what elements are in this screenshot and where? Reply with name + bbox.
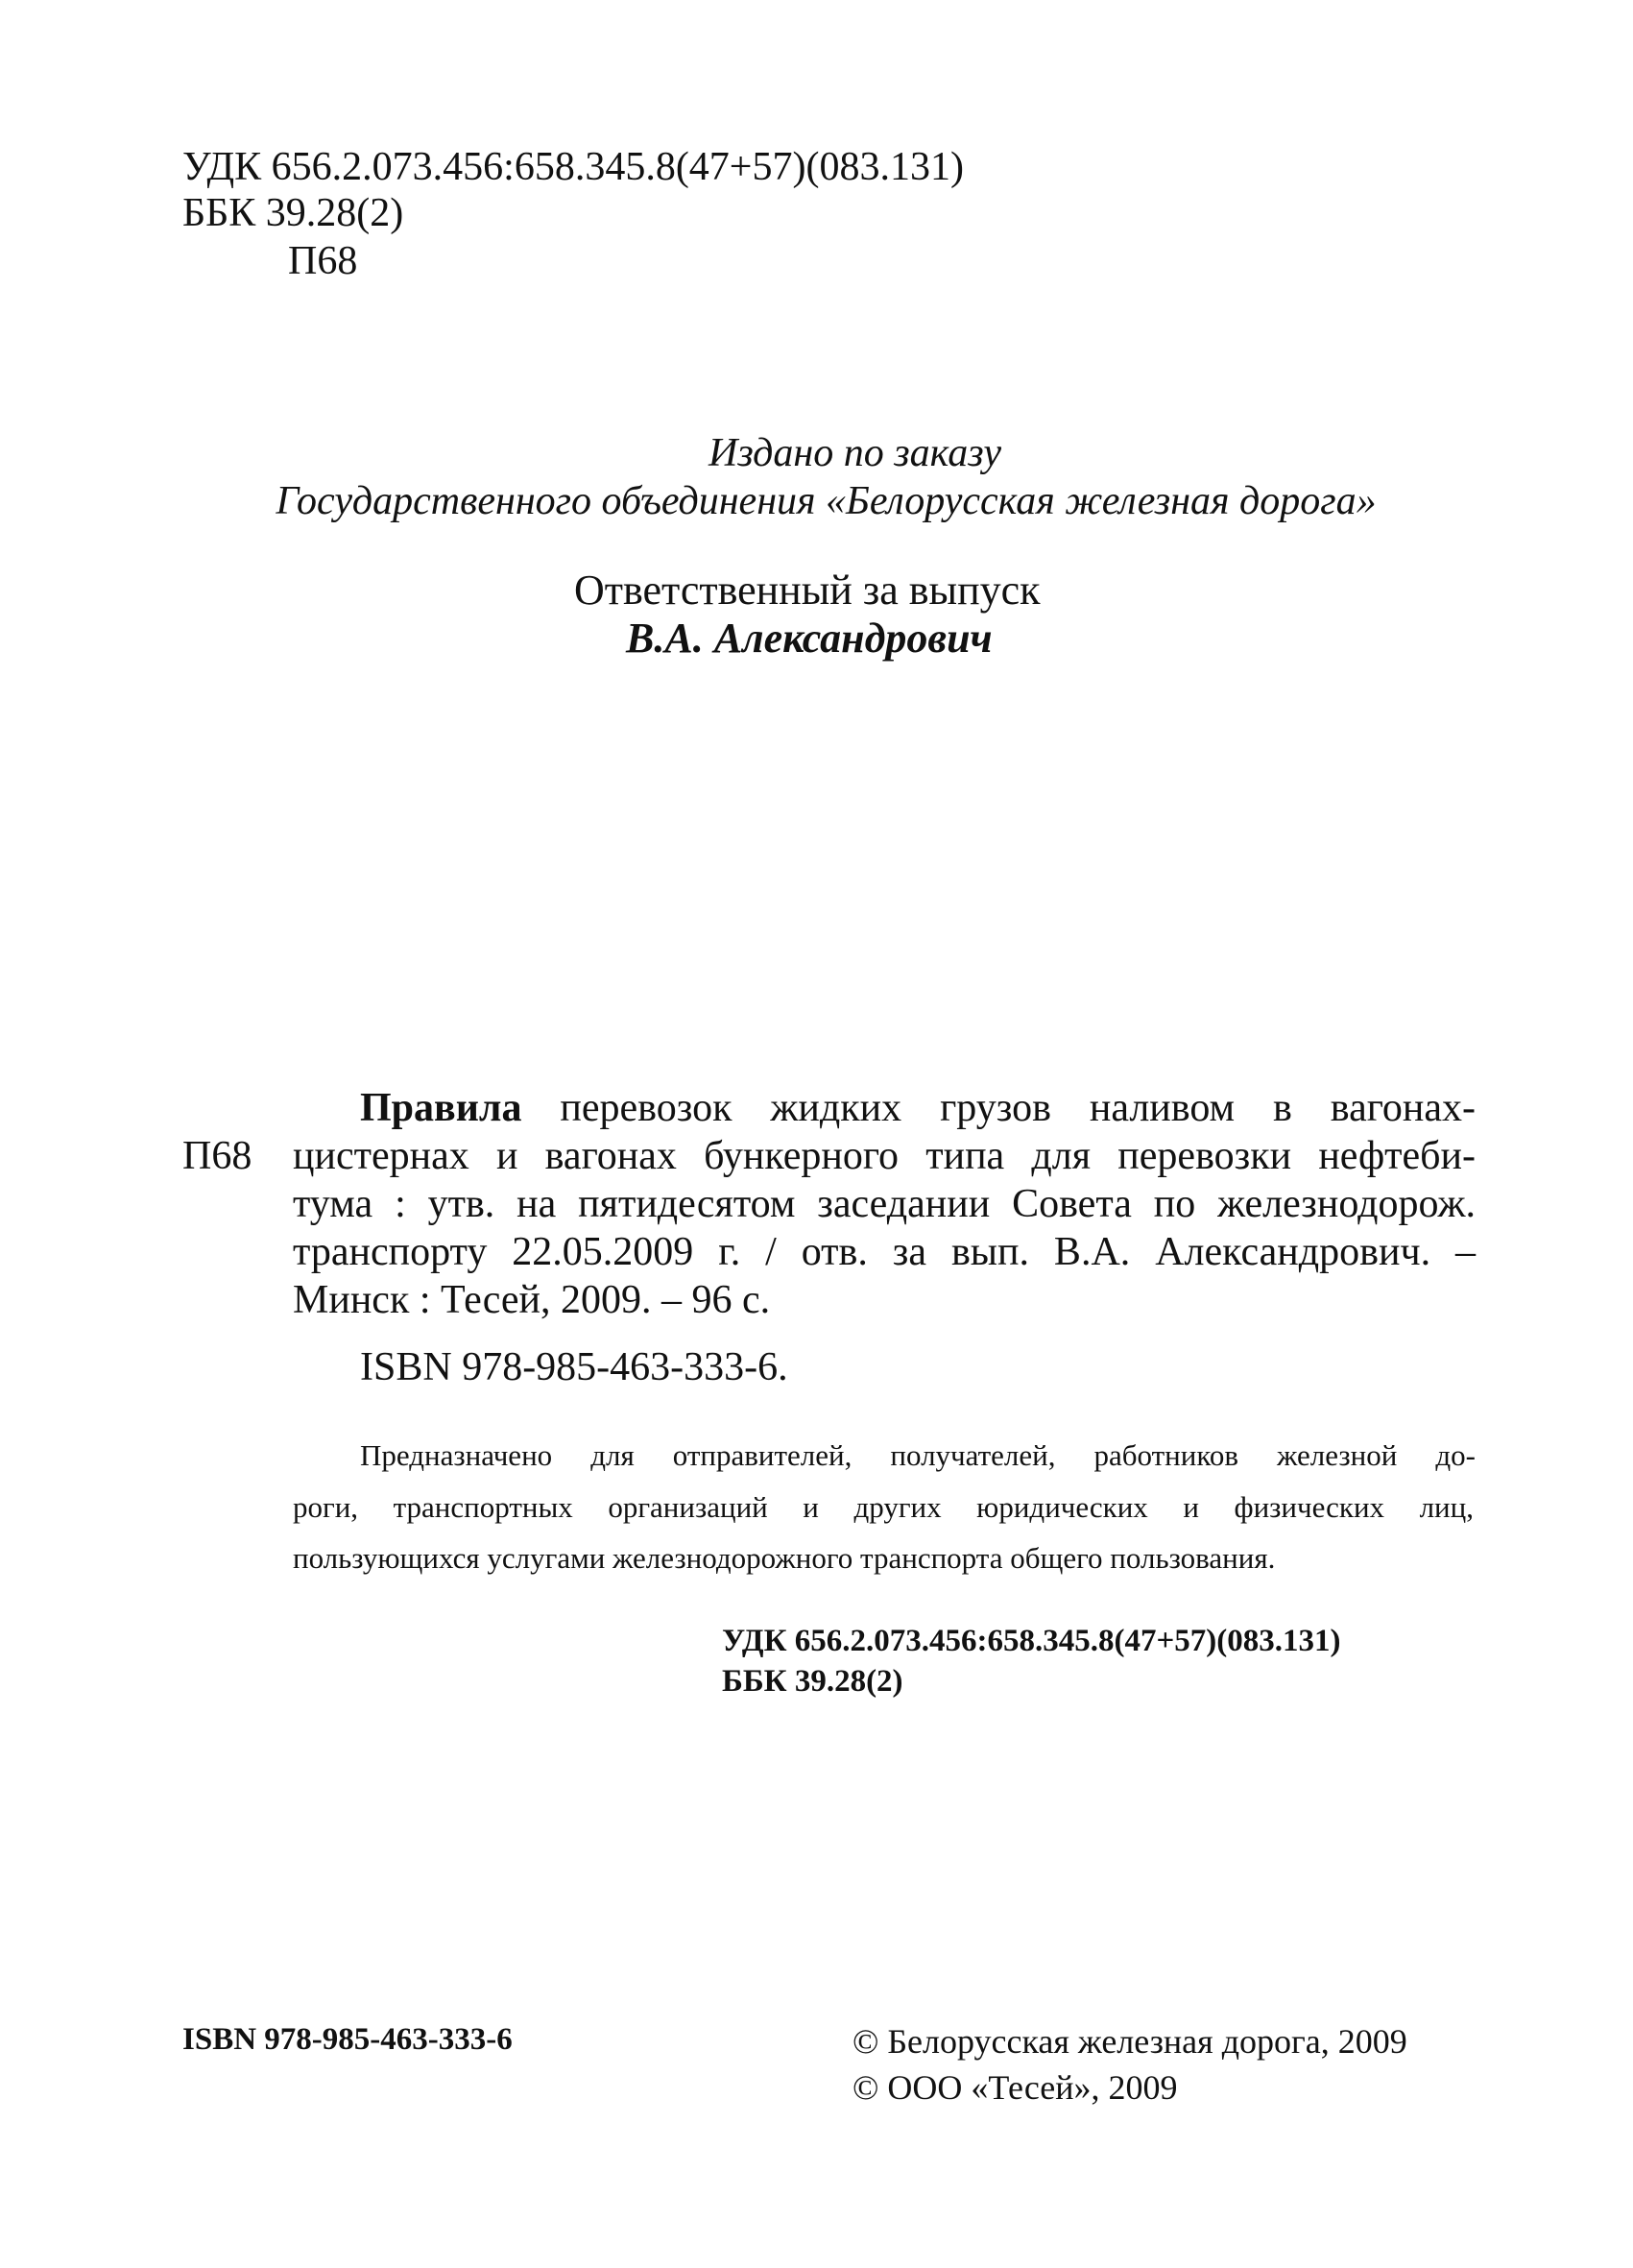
entry-line-5: Минск : Тесей, 2009. – 96 с. bbox=[293, 1278, 771, 1322]
responsible-label: Ответственный за выпуск bbox=[574, 567, 1041, 614]
footer-isbn: ISBN 978-985-463-333-6 bbox=[182, 2022, 513, 2057]
publisher-note-line2: Государственного объединения «Белорусская железная дорога» bbox=[276, 479, 1377, 523]
udk-code-top: УДК 656.2.073.456:658.345.8(47+57)(083.131) bbox=[182, 145, 964, 189]
responsible-name: В.А. Александрович bbox=[626, 615, 993, 662]
bbk-code-bottom: ББК 39.28(2) bbox=[722, 1664, 903, 1699]
annotation-line-3: пользующихся услугами железнодорожного транспорта общего пользования. bbox=[293, 1541, 1276, 1575]
bbk-code-top: ББК 39.28(2) bbox=[182, 191, 404, 235]
entry-line-3: тума : утв. на пятидесятом заседании Совета по железнодорож. bbox=[293, 1182, 1476, 1226]
entry-isbn: ISBN 978-985-463-333-6. bbox=[360, 1345, 788, 1389]
annotation-line-2: роги, транспортных организаций и других юридических и физических лиц, bbox=[293, 1490, 1474, 1524]
entry-line-4: транспорту 22.05.2009 г. / отв. за вып. В.А. Александрович. – bbox=[293, 1230, 1476, 1274]
udk-code-bottom: УДК 656.2.073.456:658.345.8(47+57)(083.131) bbox=[722, 1624, 1341, 1658]
author-mark-top: П68 bbox=[288, 239, 358, 283]
entry-line-1-rest: перевозок жидких грузов наливом в вагонах- bbox=[560, 1086, 1476, 1130]
copyright-line-2: © ООО «Тесей», 2009 bbox=[853, 2068, 1178, 2107]
entry-title-word: Правила bbox=[360, 1086, 522, 1130]
entry-line-2: цистернах и вагонах бункерного типа для перевозки нефтеби- bbox=[293, 1134, 1476, 1178]
publisher-note-line1: Издано по заказу bbox=[708, 431, 1001, 475]
copyright-line-1: © Белорусская железная дорога, 2009 bbox=[853, 2022, 1407, 2061]
annotation-line-1: Предназначено для отправителей, получателей, работников железной до- bbox=[360, 1438, 1476, 1472]
author-mark-entry: П68 bbox=[182, 1134, 252, 1178]
entry-line-1 bbox=[360, 1085, 1476, 1131]
